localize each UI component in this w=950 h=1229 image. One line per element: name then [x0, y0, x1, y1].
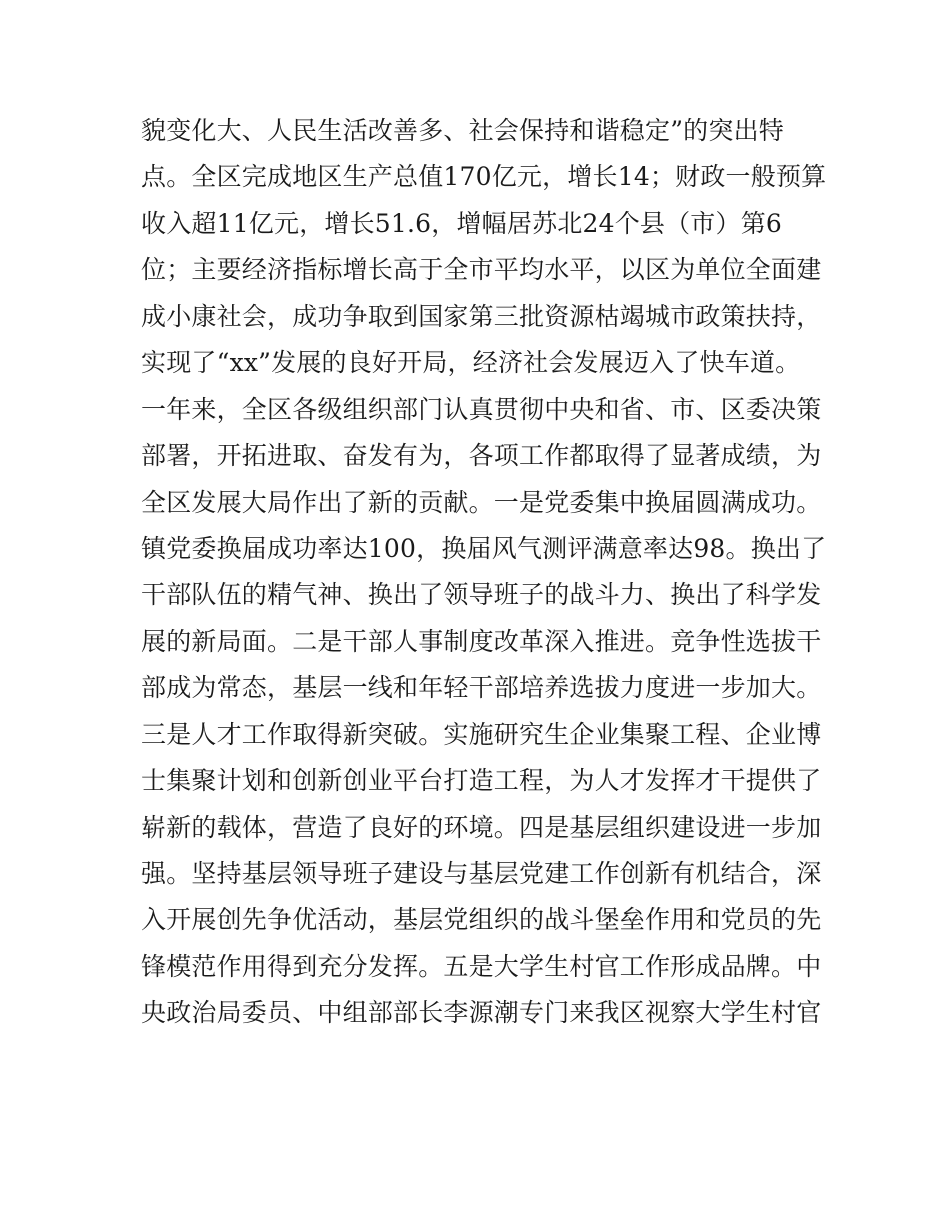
- text-line: 部署，开拓进取、奋发有为，各项工作都取得了显著成绩，为: [141, 441, 822, 471]
- text-line: 点。全区完成地区生产总值170亿元，增长14；财政一般预算: [141, 162, 827, 192]
- text-line: 收入超11亿元，增长51.6，增幅居苏北24个县（市）第6: [141, 208, 782, 238]
- text-line: 镇党委换届成功率达100，换届风气测评满意率达98。换出了: [141, 533, 827, 563]
- text-line: 三是人才工作取得新突破。实施研究生企业集聚工程、企业博: [141, 719, 822, 749]
- text-line: 展的新局面。二是干部人事制度改革深入推进。竞争性选拔干: [141, 626, 822, 656]
- text-line: 锋模范作用得到充分发挥。五是大学生村官工作形成品牌。中: [141, 951, 822, 981]
- text-line: 入开展创先争优活动，基层党组织的战斗堡垒作用和党员的先: [141, 905, 822, 935]
- text-line: 位；主要经济指标增长高于全市平均水平，以区为单位全面建: [141, 255, 822, 285]
- text-line: 全区发展大局作出了新的贡献。一是党委集中换届圆满成功。: [141, 487, 822, 517]
- body-text: [141, 108, 827, 1037]
- text-line: 实现了“xx”发展的良好开局，经济社会发展迈入了快车道。: [141, 348, 801, 378]
- text-line: 士集聚计划和创新创业平台打造工程，为人才发挥才干提供了: [141, 766, 822, 796]
- text-line: 一年来，全区各级组织部门认真贯彻中央和省、市、区委决策: [141, 394, 822, 424]
- text-line: 强。坚持基层领导班子建设与基层党建工作创新有机结合，深: [141, 859, 822, 888]
- text-line: 部成为常态，基层一线和年轻干部培养选拔力度进一步加大。: [141, 673, 822, 703]
- text-line: 成小康社会，成功争取到国家第三批资源枯竭城市政策扶持，: [141, 301, 822, 331]
- text-line: 干部队伍的精气神、换出了领导班子的战斗力、换出了科学发: [141, 580, 822, 610]
- text-line: 央政治局委员、中组部部长李源潮专门来我区视察大学生村官: [141, 998, 822, 1028]
- text-line: 崭新的载体，营造了良好的环境。四是基层组织建设进一步加: [141, 812, 822, 842]
- text-line: 貌变化大、人民生活改善多、社会保持和谐稳定”的突出特: [141, 116, 784, 145]
